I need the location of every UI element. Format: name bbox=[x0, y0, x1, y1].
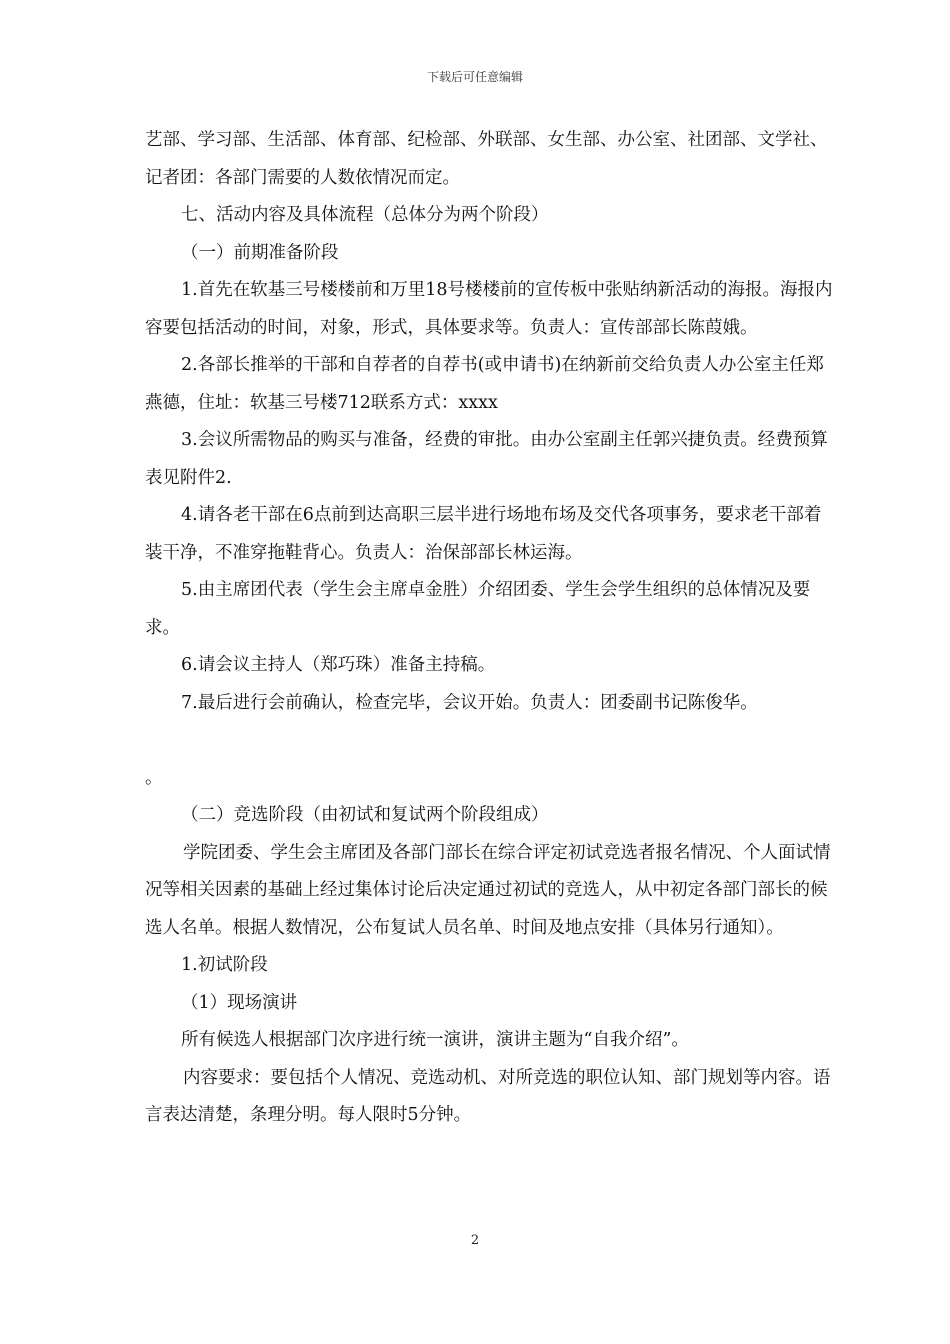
paragraph-speech: 所有候选人根据部门次序进行统一演讲，演讲主题为“自我介绍”。 bbox=[181, 1030, 689, 1050]
blank-line bbox=[145, 722, 835, 760]
list-item-2: 2.各部长推举的干部和自荐者的自荐书(或申请书)在纳新前交给负责人办公室主任郑燕德，住址：软基三号楼712联系方式：xxxx bbox=[145, 355, 824, 413]
paragraph-selection: 学院团委、学生会主席团及各部门部长在综合评定初试竞选者报名情况、个人面试情况等相关因素的基础上经过集体讨论后决定通过初试的竞选人，从中初定各部门部长的候选人名单。根据人数情况，公布复试人员名单、时间及地点安排（具体另行通知）。 bbox=[145, 842, 831, 938]
subsection-heading-1: （一）前期准备阶段 bbox=[181, 242, 339, 263]
stage-heading-1: 1.初试阶段 bbox=[181, 955, 268, 975]
section-heading-7: 七、活动内容及具体流程（总体分为两个阶段） bbox=[181, 205, 549, 225]
stray-period: 。 bbox=[145, 767, 163, 788]
list-item-3: 3.会议所需物品的购买与准备，经费的审批。由办公室副主任郭兴捷负责。经费预算表见附件2. bbox=[145, 430, 828, 488]
list-item-5: 5.由主席团代表（学生会主席卓金胜）介绍团委、学生会学生组织的总体情况及要求。 bbox=[145, 580, 811, 638]
item-heading-speech: （1）现场演讲 bbox=[181, 992, 298, 1013]
paragraph-departments: 艺部、学习部、生活部、体育部、纪检部、外联部、女生部、办公室、社团部、文学社、记者团：各部门需要的人数依情况而定。 bbox=[145, 130, 828, 188]
page-number: 2 bbox=[470, 1233, 480, 1248]
document-body bbox=[145, 122, 835, 1135]
subsection-heading-2: （二）竞选阶段（由初试和复试两个阶段组成） bbox=[181, 805, 549, 825]
page-header: 下载后可任意编辑 bbox=[426, 70, 523, 84]
list-item-1: 1.首先在软基三号楼楼前和万里18号楼楼前的宣传板中张贴纳新活动的海报。海报内容要包括活动的时间，对象，形式，具体要求等。负责人：宣传部部长陈葭娥。 bbox=[145, 280, 833, 338]
list-item-6: 6.请会议主持人（郑巧珠）准备主持稿。 bbox=[181, 655, 496, 675]
list-item-4: 4.请各老干部在6点前到达高职三层半进行场地布场及交代各项事务，要求老干部着装干净，不准穿拖鞋背心。负责人：治保部部长林运海。 bbox=[145, 505, 822, 563]
list-item-7: 7.最后进行会前确认，检查完毕，会议开始。负责人：团委副书记陈俊华。 bbox=[181, 692, 758, 713]
paragraph-content-requirements: 内容要求：要包括个人情况、竞选动机、对所竞选的职位认知、部门规划等内容。语言表达清楚，条理分明。每人限时5分钟。 bbox=[145, 1067, 831, 1125]
